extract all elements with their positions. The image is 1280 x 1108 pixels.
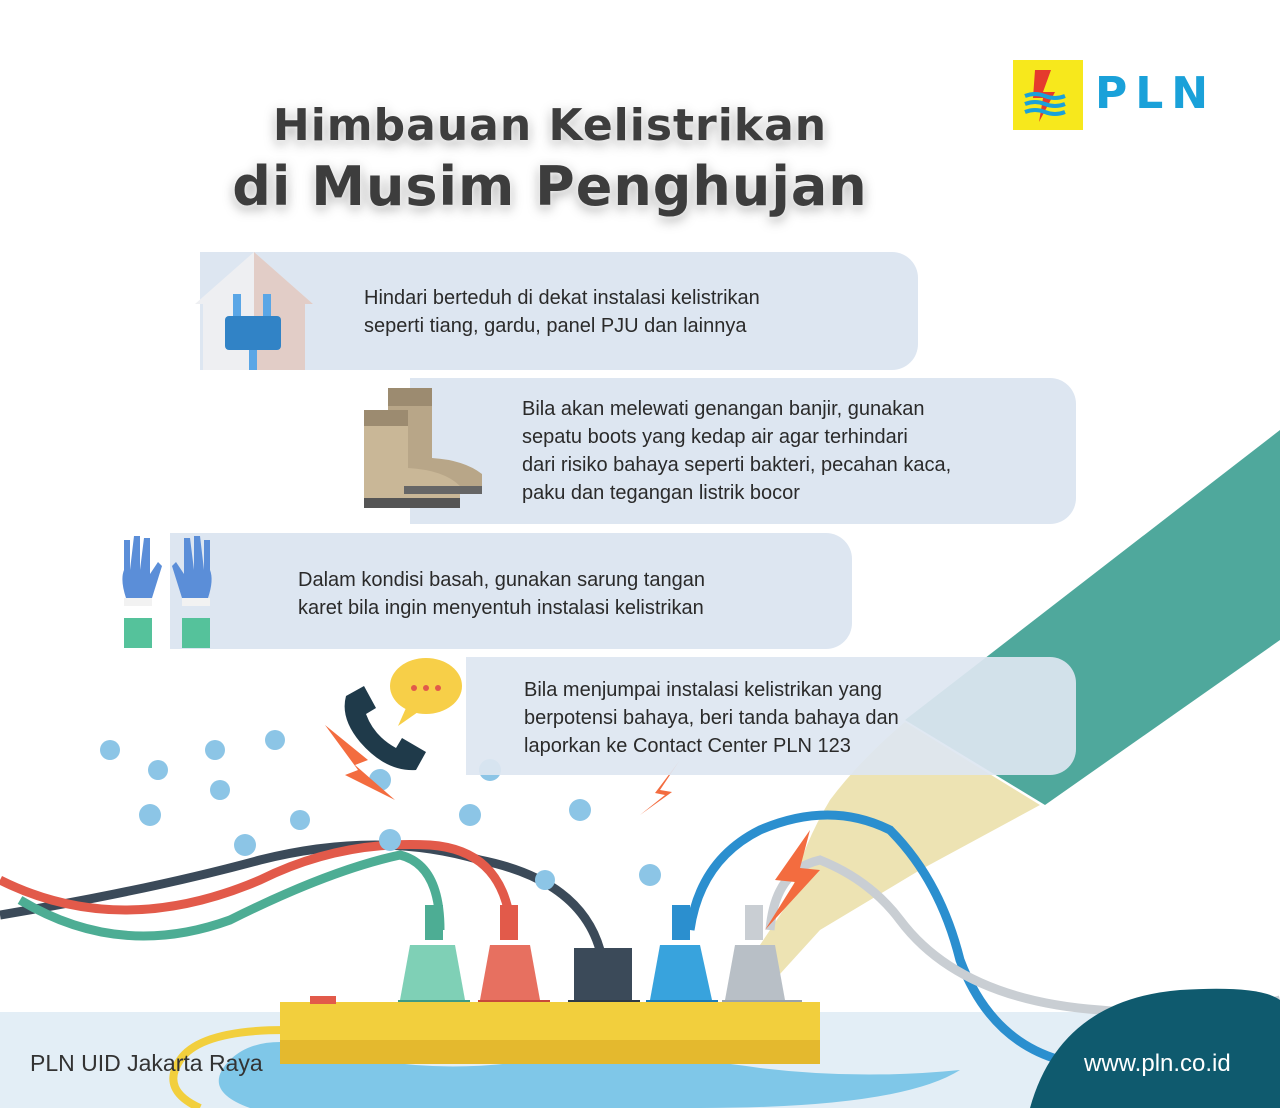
power-strip: [280, 996, 820, 1064]
tip-3-line-1: Dalam kondisi basah, gunakan sarung tangan: [298, 569, 705, 591]
tip-3-line-2: karet bila ingin menyentuh instalasi kelistrikan: [298, 597, 704, 619]
tip-text-3: [298, 566, 705, 622]
house-plug-icon: [195, 252, 313, 370]
tip-text-1: [364, 284, 760, 340]
footer-website-link[interactable]: www.pln.co.id: [1084, 1050, 1231, 1077]
pln-lightning-logo-icon: [1013, 60, 1083, 130]
page-title-line1: Himbauan Kelistrikan: [272, 100, 828, 151]
tip-1-line-2: seperti tiang, gardu, panel PJU dan lainnya: [364, 315, 747, 337]
plug-dark: [568, 948, 640, 1010]
plug-blue: [646, 905, 718, 1010]
tip-1-line-1: Hindari berteduh di dekat instalasi kelistrikan: [364, 287, 760, 309]
pln-logo: [1013, 60, 1217, 130]
tip-text-2: [522, 395, 951, 507]
boots-icon: [364, 388, 484, 508]
logo-text: PLN: [1095, 68, 1217, 119]
tip-4-line-1: Bila menjumpai instalasi kelistrikan yang: [524, 679, 882, 701]
tip-2-line-3: dari risiko bahaya seperti bakteri, pecahan kaca,: [522, 454, 952, 476]
tip-2-line-2: sepatu boots yang kedap air agar terhindari: [522, 426, 908, 448]
tip-2-line-1: Bila akan melewati genangan banjir, gunakan: [522, 398, 925, 420]
plug-red: [478, 905, 550, 1010]
rubber-gloves-icon: [118, 530, 218, 650]
footer-organization: PLN UID Jakarta Raya: [30, 1050, 263, 1076]
plug-teal: [398, 905, 470, 1010]
tip-2-line-4: paku dan tegangan listrik bocor: [522, 482, 800, 504]
page-title-line2: di Musim Penghujan: [232, 155, 868, 218]
tip-4-line-3: laporkan ke Contact Center PLN 123: [524, 735, 851, 757]
tip-text-4: [524, 676, 899, 760]
phone-call-icon: [336, 656, 466, 776]
tip-4-line-2: berpotensi bahaya, beri tanda bahaya dan: [524, 707, 899, 729]
